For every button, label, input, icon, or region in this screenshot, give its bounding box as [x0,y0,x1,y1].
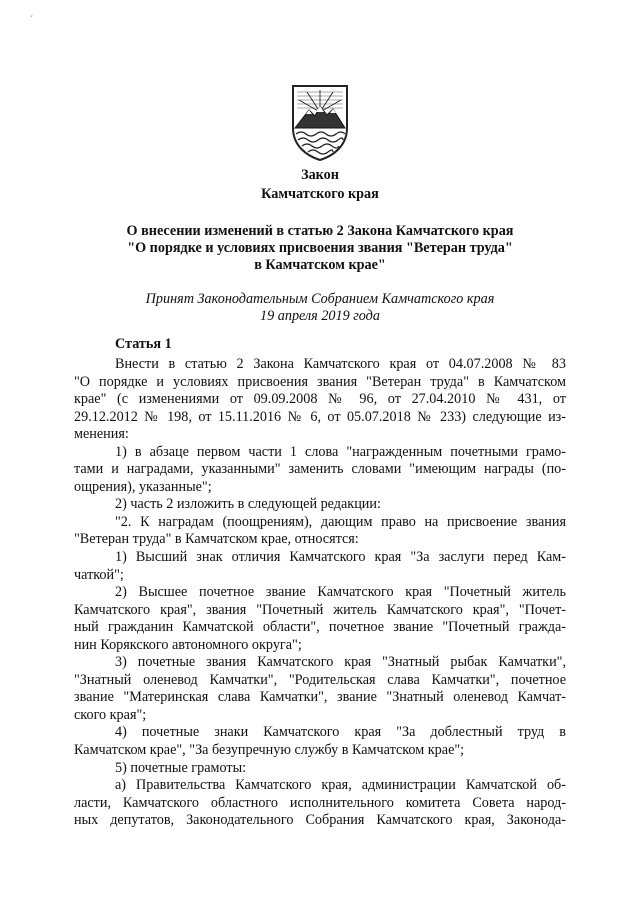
body-line: тами и наградами, указанными" заменить словами "имеющим награды (по- [74,461,566,478]
law-heading-line-2: "О порядке и условиях присвоения звания "Ветеран труда" [127,240,513,256]
body-line: 1) в абзаце первом части 1 слова "награжденным почетными грамо- [115,443,566,460]
body-line: 2) Высшее почетное звание Камчатского края "Почетный житель [115,584,566,601]
law-title: Закон [301,167,339,183]
body-line: 2) часть 2 изложить в следующей редакции: [115,496,381,513]
body-line: "Ветеран труда" в Камчатском крае, относятся: [74,531,359,548]
body-line: ского края"; [74,706,147,723]
law-heading-line-1: О внесении изменений в статью 2 Закона Камчатского края [126,223,514,239]
body-line: 1) Высший знак отличия Камчатского края "За заслуги перед Кам- [115,549,566,566]
body-line: 4) почетные знаки Камчатского края "За доблестный труд в [115,724,566,741]
body-line: нин Корякского автономного округа"; [74,636,302,653]
body-line: чаткой"; [74,566,124,583]
body-line: звание "Материнская слава Камчатки", звание "Знатный оленевод Камчат- [74,689,566,706]
body-line: ощрения), указанные"; [74,478,212,495]
body-line: ласти, Камчатского областного исполнительного комитета Совета народ- [74,794,566,811]
body-line: ный гражданин Камчатской области", почетное звание "Почетный гражда- [74,619,566,636]
body-line: а) Правительства Камчатского края, администрации Камчатской об- [115,777,566,794]
body-line: Камчатском крае", "За безупречную службу в Камчатском крае"; [74,742,465,759]
article-body [74,336,566,830]
adopted-by-line: Принят Законодательным Собранием Камчатского края [145,291,495,307]
body-line: ных депутатов, Законодательного Собрания Камчатского края, Законода- [74,812,566,829]
body-line: крае" (с изменениями от 09.09.2008 № 96, от 27.04.2010 № 431, от [74,391,566,408]
kamchatka-coat-of-arms-icon [289,82,351,162]
law-subtitle: Камчатского края [261,186,379,202]
body-line: 29.12.2012 № 198, от 15.11.2016 № 6, от 05.07.2018 № 233) следующие из- [74,408,566,425]
corner-mark: ˊ [30,14,33,24]
body-line: "2. К наградам (поощрениям), дающим право на присвоение звания [115,513,566,530]
body-line: менения: [74,426,129,443]
body-line: "О порядке и условиях присвоения звания "Ветеран труда" в Камчатском [74,373,566,390]
body-line: "Знатный оленевод Камчатки", "Родительская слава Камчатки", почетное [74,671,566,688]
adoption-date: 19 апреля 2019 года [260,308,380,324]
law-heading-line-3: в Камчатском крае" [254,257,386,273]
article-title: Статья 1 [115,336,172,352]
body-line: Камчатского края", звания "Почетный житель Камчатского края", "Почет- [74,601,566,618]
body-line: Внести в статью 2 Закона Камчатского края от 04.07.2008 № 83 [115,356,566,372]
body-line: 5) почетные грамоты: [115,759,247,776]
body-line: 3) почетные звания Камчатского края "Знатный рыбак Камчатки", [115,654,566,671]
